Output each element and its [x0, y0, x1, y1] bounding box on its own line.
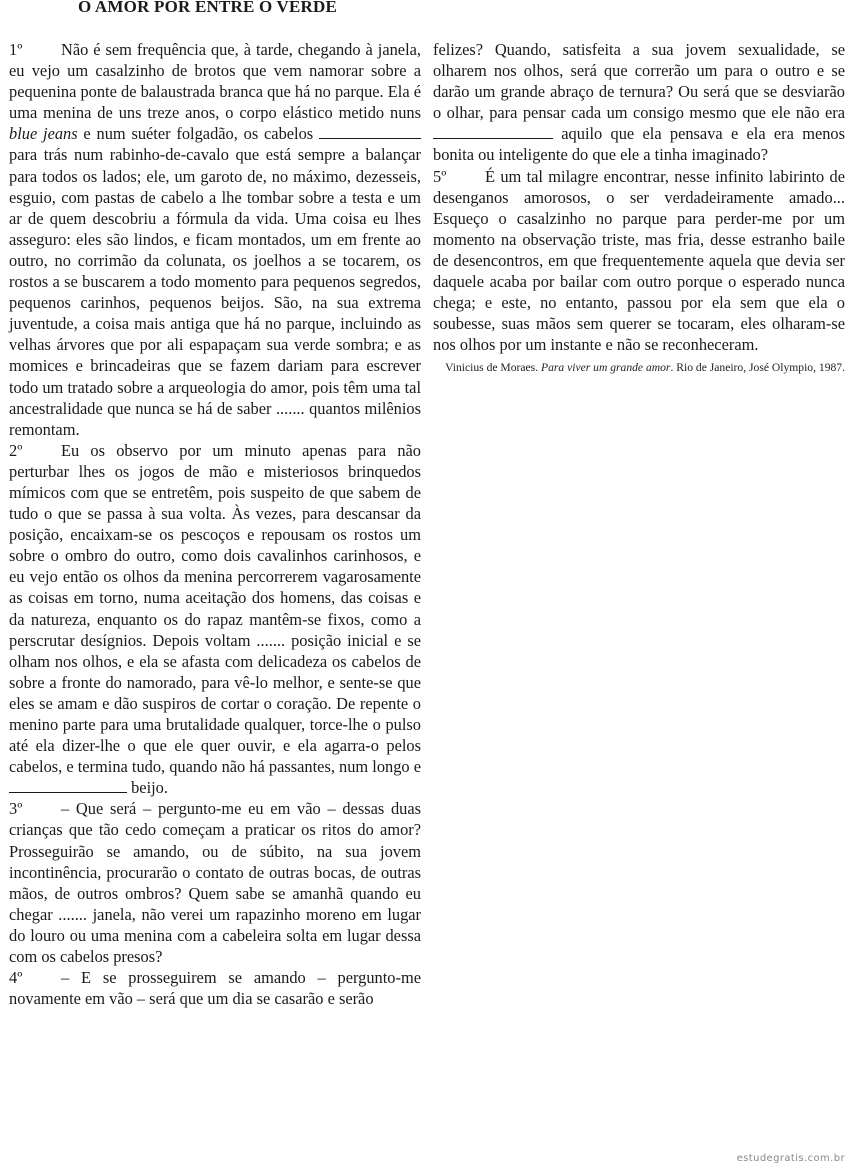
- citation-work: Para viver um grande amor: [541, 361, 671, 375]
- paragraph-number: 1º: [9, 40, 23, 59]
- paragraph-text: beijo.: [127, 778, 168, 798]
- paragraph-text: – Que será – pergunto-me eu em vão – dessas duas crianças que tão cedo começam a praticar os ritos do amor? Prosseguirão se amando, ou de súbito, na sua jovem incontinência, procurarão o contato de outras bocas, de outras mãos, de outros ombros? Quem sabe se amanhã quando eu chegar ....... janela, não verei um rapazinho moreno em lugar do louro ou uma menina com a cabeleira solta em lugar dessa com os cabelos presos?: [9, 799, 421, 967]
- blank-line: [9, 778, 127, 793]
- paragraph-4-continued: [433, 39, 845, 166]
- paragraph-text: aquilo que ela pensava e ela era menos bonita ou inteligente do que ele a tinha imaginado?: [433, 124, 845, 165]
- paragraph-text: – E se prosseguirem se amando – pergunto-me novamente em vão – será que um dia se casarão e serão: [9, 968, 421, 1009]
- paragraph-text: e num suéter folgadão, os cabelos: [77, 124, 319, 144]
- italic-term: blue jeans: [9, 124, 78, 144]
- citation-publisher: . Rio de Janeiro, José Olympio, 1987.: [670, 361, 845, 375]
- paragraph-number: 3º: [9, 799, 23, 819]
- citation-author: Vinicius de Moraes.: [445, 361, 541, 375]
- text-title: O AMOR POR ENTRE O VERDE: [78, 0, 338, 16]
- paragraph-text: Não é sem frequência que, à tarde, chegando à janela, eu vejo um casalzinho de brotos que vem namorar sobre a pequenina ponte de balaustrada branca que há no parque. Ela é uma menina de uns treze anos, o corpo elástico metido nuns: [9, 40, 421, 123]
- site-watermark: estudegratis.com.br: [736, 1153, 845, 1164]
- paragraph-3: [9, 798, 421, 967]
- paragraph-text: Eu os observo por um minuto apenas para não perturbar lhes os jogos de mão e misteriosos brinquedos mímicos com que se entretêm, pois suspeito de que sabem de tudo o que se passa à sua volta. Às vezes, para descansar da posição, encaixam-se os pescoços e repousam os rostos um sobre o ombro do outro, como dois cavalinhos carinhosos, e eu vejo então os olhos da menina percorrerem vagarosamente as coisas em torno, numa aceitação dos homens, das coisas e da natureza, enquanto os do rapaz mantêm-se fixos, como a perscrutar desígnios. Depois voltam ....... posição inicial e se olham nos olhos, e ela se afasta com delicadeza os cabelos de sobre a fronte do namorado, para vê-lo melhor, e sente-se que eles se amam e dão suspiros de cortar o coração. De repente o menino parte para uma brutalidade qualquer, torce-lhe o pulso até ela dizer-lhe o que ele quer ouvir, e ela agarra-o pelos cabelos, e termina tudo, quando não há passantes, num longo e: [9, 440, 421, 777]
- citation: [433, 357, 845, 379]
- paragraph-number: 2º: [9, 440, 23, 460]
- paragraph-5: [433, 166, 845, 356]
- paragraph-number: 5º: [433, 166, 447, 186]
- paragraph-4-start: [9, 967, 421, 1009]
- paragraph-2: [9, 440, 421, 799]
- paragraph-text: para trás num rabinho-de-cavalo que está sempre a balançar para todos os lados; ele, um garoto de, no máximo, dezesseis, esguio, com pastas de cabelo a lhe tombar sobre a testa e um ar de quem descobriu a fórmula da vida. Uma coisa eu lhes asseguro: eles são lindos, e ficam montados, um em frente ao outro, no corrimão da colunata, os joelhos a se tocarem, os rostos a se buscarem a todo momento para pequenos segredos, pequenos carinhos, pequenos beijos. São, na sua extrema juventude, a coisa mais antiga que há no parque, incluindo as velhas árvores que por ali espapaçam sua verde sombra; e as momices e brincadeiras que se fazem dariam para escrever todo um tratado sobre a arqueologia do amor, pois têm uma tal ancestralidade que nunca se há de saber ....... quantos milênios remontam.: [9, 145, 421, 439]
- blank-line: [319, 124, 421, 139]
- paragraph-text: É um tal milagre encontrar, nesse infinito labirinto de desenganos amorosos, o ser verdadeiramente amado... Esqueço o casalzinho no parque para perder-me por um momento na observação triste, mas fria, desse estranho baile de desencontros, em que frequentemente aquela que devia ser daquele acaba por bailar com outro porque o esperado nunca chega; e este, no entanto, passou por ela sem que ela o soubesse, suas mãos sem querer se tocaram, eles olharam-se nos olhos por um instante e não se reconheceram.: [433, 166, 845, 355]
- paragraph-number: 4º: [9, 968, 23, 988]
- paragraph-text: felizes? Quando, satisfeita a sua jovem sexualidade, se olharem nos olhos, será que correrão um para o outro e se darão um grande abraço de ternura? Ou será que se desviarão o olhar, para pensar cada um consigo mesmo que ele não era: [433, 40, 845, 123]
- left-column: [9, 39, 421, 1009]
- blank-line: [433, 124, 553, 139]
- paragraph-1: [9, 39, 421, 440]
- right-column: [433, 39, 845, 379]
